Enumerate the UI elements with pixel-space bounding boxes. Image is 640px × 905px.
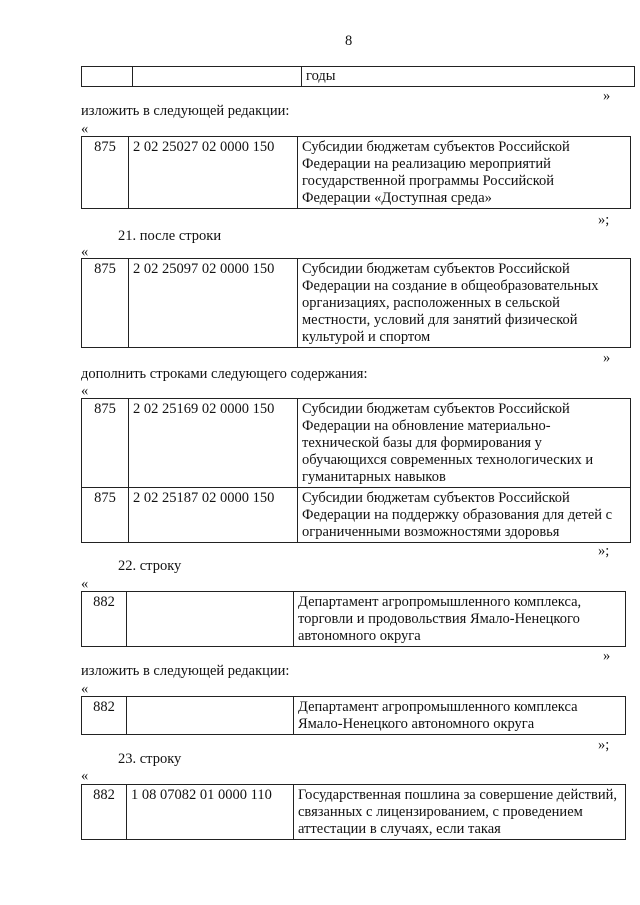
cell-name: Субсидии бюджетам субъектов Российской Федерации на поддержку образования для детей с ограниченными возможностями здоровья — [298, 488, 631, 543]
table-block-5 — [81, 696, 626, 735]
opening-quote: « — [81, 121, 89, 137]
table-block-6 — [81, 784, 626, 840]
cell-kbk: 2 02 25187 02 0000 150 — [129, 488, 298, 543]
item-heading: 23. строку — [118, 751, 182, 767]
cell-kbk: 2 02 25027 02 0000 150 — [129, 137, 298, 209]
opening-quote: « — [81, 244, 89, 260]
table-row — [82, 67, 635, 87]
cell-code: 875 — [82, 399, 129, 488]
cell-kbk: 2 02 25097 02 0000 150 — [129, 259, 298, 348]
cell-code: 875 — [82, 137, 129, 209]
instruction-text: изложить в следующей редакции: — [81, 663, 290, 679]
item-heading: 22. строку — [118, 558, 182, 574]
table-row — [82, 137, 631, 209]
cell-code — [82, 67, 133, 87]
table-row — [82, 697, 626, 735]
cell-code: 882 — [82, 785, 127, 840]
closing-quote: »; — [598, 543, 610, 559]
opening-quote: « — [81, 768, 89, 784]
closing-quote: »; — [598, 737, 610, 753]
closing-quote: » — [603, 350, 611, 366]
table-row — [82, 399, 631, 488]
table-row — [82, 259, 631, 348]
item-heading: 21. после строки — [118, 228, 222, 244]
cell-code: 875 — [82, 259, 129, 348]
cell-name: Субсидии бюджетам субъектов Российской Федерации на обновление материально-технической базы для формирования у обучающихся современных технологических и гуманитарных навыков — [298, 399, 631, 488]
cell-code: 882 — [82, 592, 127, 647]
cell-name: Субсидии бюджетам субъектов Российской Федерации на создание в общеобразовательных организациях, расположенных в сельской местности, условий для занятий физической культурой и спортом — [298, 259, 631, 348]
closing-quote: » — [603, 88, 611, 104]
cell-name: Департамент агропромышленного комплекса, торговли и продовольствия Ямало-Ненецкого автономного округа — [294, 592, 626, 647]
cell-kbk: 2 02 25169 02 0000 150 — [129, 399, 298, 488]
closing-quote: » — [603, 648, 611, 664]
table-row — [82, 488, 631, 543]
cell-name: Департамент агропромышленного комплекса Ямало-Ненецкого автономного округа — [294, 697, 626, 735]
table-block-4 — [81, 591, 626, 647]
table-top-fragment — [81, 66, 635, 87]
cell-kbk — [127, 697, 294, 735]
table-block-3 — [81, 398, 631, 543]
opening-quote: « — [81, 383, 89, 399]
instruction-text: изложить в следующей редакции: — [81, 103, 290, 119]
cell-name: Субсидии бюджетам субъектов Российской Федерации на реализацию мероприятий государственной программы Российской Федерации «Доступная среда» — [298, 137, 631, 209]
closing-quote: »; — [598, 212, 610, 228]
opening-quote: « — [81, 681, 89, 697]
table-row — [82, 592, 626, 647]
opening-quote: « — [81, 576, 89, 592]
cell-kbk — [133, 67, 302, 87]
cell-name: Государственная пошлина за совершение действий, связанных с лицензированием, с проведением аттестации в случаях, если такая — [294, 785, 626, 840]
cell-kbk: 1 08 07082 01 0000 110 — [127, 785, 294, 840]
cell-name: годы — [302, 67, 635, 87]
cell-code: 875 — [82, 488, 129, 543]
cell-kbk — [127, 592, 294, 647]
table-block-2 — [81, 258, 631, 348]
page-number: 8 — [345, 33, 353, 49]
table-block-1 — [81, 136, 631, 209]
cell-code: 882 — [82, 697, 127, 735]
table-row — [82, 785, 626, 840]
instruction-text: дополнить строками следующего содержания: — [81, 366, 368, 382]
